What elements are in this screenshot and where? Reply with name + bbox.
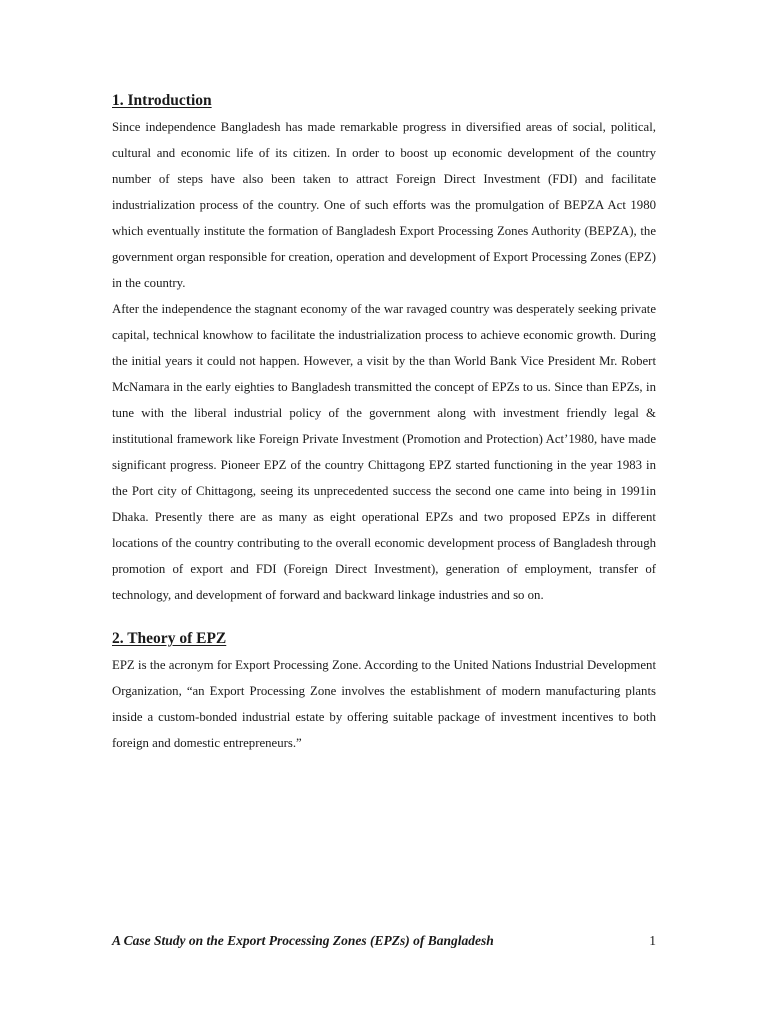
section-introduction — [112, 88, 656, 608]
paragraph-theory-of-epz-1: EPZ is the acronym for Export Processing Zone. According to the United Nations Industrial Development Organization, “an Export Processing Zone involves the establishment of modern manufacturing plants inside a custom-bonded industrial estate by offering suitable package of investment incentives to both foreign and domestic entrepreneurs.” — [112, 658, 656, 750]
section-theory-of-epz — [112, 626, 656, 756]
section-heading-introduction: 1. Introduction — [112, 92, 212, 109]
footer-page-number: 1 — [649, 933, 656, 948]
paragraph-introduction-1: Since independence Bangladesh has made remarkable progress in diversified areas of social, political, cultural and economic life of its citizen. In order to boost up economic development of the country number of steps have also been taken to attract Foreign Direct Investment (FDI) and facilitate industrialization process of the country. One of such efforts was the promulgation of BEPZA Act 1980 which eventually institute the formation of Bangladesh Export Processing Zones Authority (BEPZA), the government organ responsible for creation, operation and development of Export Processing Zones (EPZ) in the country. — [112, 120, 656, 290]
paragraph-introduction-2: After the independence the stagnant economy of the war ravaged country was desperately seeking private capital, technical knowhow to facilitate the industrialization process to achieve economic growth. During the initial years it could not happen. However, a visit by the than World Bank Vice President Mr. Robert McNamara in the early eighties to Bangladesh transmitted the concept of EPZs to us. Since than EPZs, in tune with the liberal industrial policy of the government along with investment friendly legal & institutional framework like Foreign Private Investment (Promotion and Protection) Act’1980, have made significant progress. Pioneer EPZ of the country Chittagong EPZ started functioning in the year 1983 in the Port city of Chittagong, seeing its unprecedented success the second one came into being in 1991in Dhaka. Presently there are as many as eight operational EPZs and two proposed EPZs in different locations of the country contributing to the overall economic development process of Bangladesh through promotion of export and FDI (Foreign Direct Investment), generation of employment, transfer of technology, and development of forward and backward linkage industries and so on. — [112, 302, 656, 602]
page-footer — [112, 928, 656, 954]
document-page — [112, 88, 656, 756]
section-heading-theory-of-epz: 2. Theory of EPZ — [112, 630, 227, 647]
footer-document-title: A Case Study on the Export Processing Zones (EPZs) of Bangladesh — [112, 933, 494, 948]
